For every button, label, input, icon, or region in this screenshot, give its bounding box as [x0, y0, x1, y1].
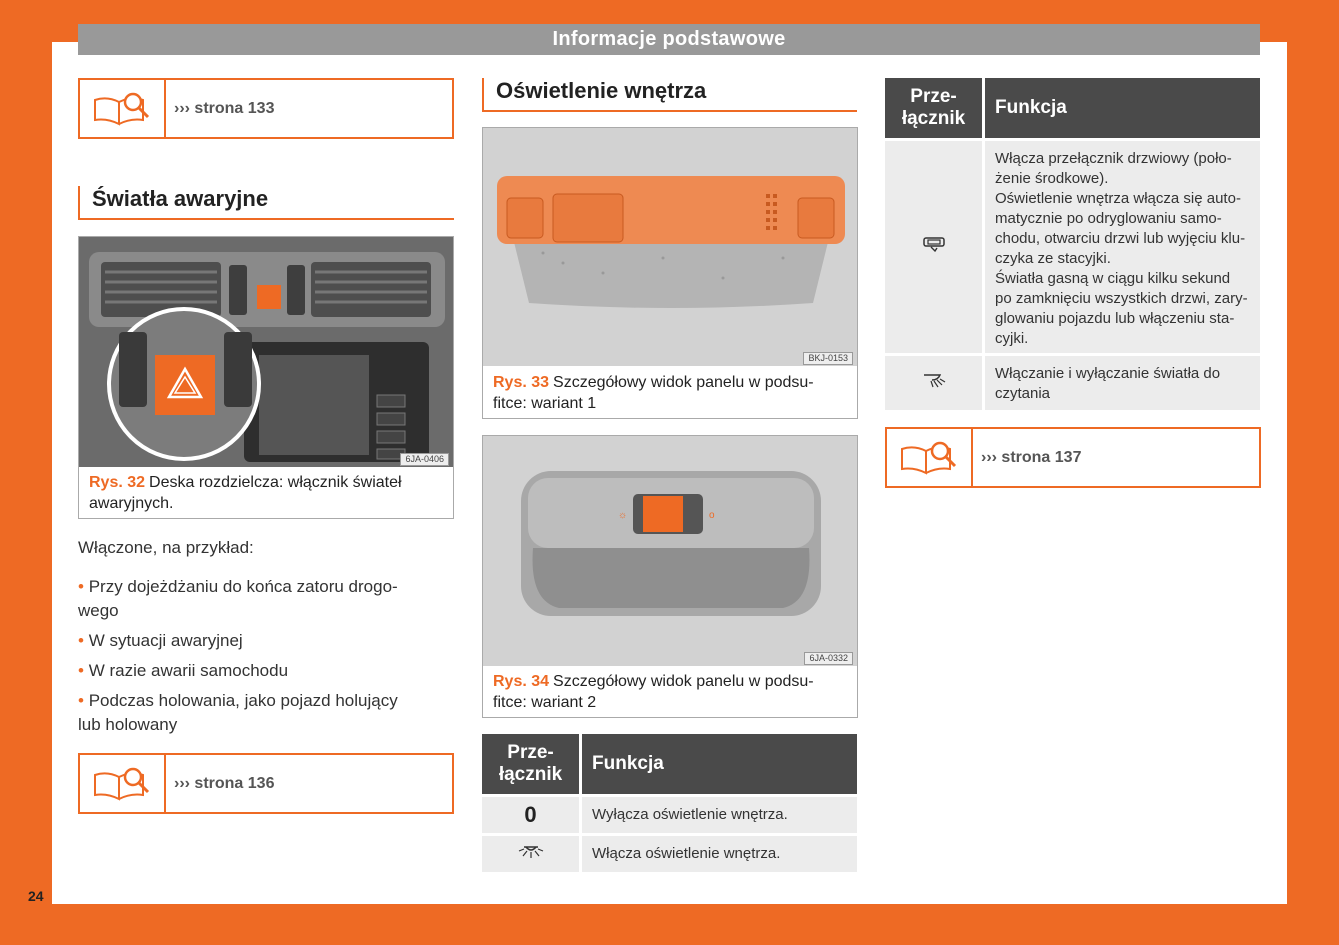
ceiling-panel-image-2 [483, 436, 857, 666]
list-item: • W sytuacji awaryjnej [78, 631, 243, 650]
list-item: • W razie awarii samochodu [78, 661, 289, 680]
table-row-switch-on [482, 836, 579, 872]
figure-code: 6JA-0406 [400, 453, 449, 466]
table-row-function: Wyłącza oświetlenie wnętrza. [582, 797, 857, 833]
figure-code: BKJ-0153 [803, 352, 853, 365]
list-item: • Przy dojeżdżaniu do końca zatoru drogo- [78, 577, 398, 596]
figure-34 [482, 435, 858, 718]
section-title-interior-light: Oświetlenie wnętrza [482, 78, 857, 112]
dashboard-image [79, 237, 453, 467]
figure-label: Rys. 34 [493, 673, 550, 690]
book-magnifier-icon [887, 429, 973, 486]
figure-caption [89, 472, 443, 514]
figure-label: Rys. 32 [89, 474, 146, 491]
table-header-function: Funkcja [582, 734, 857, 794]
figure-label: Rys. 33 [493, 374, 550, 391]
table-row-function: Włączanie i wyłączanie światła do czytania [985, 356, 1260, 410]
figure-caption [493, 372, 847, 414]
table-row-function: Włącza przełącznik drzwiowy (poło-żenie środkowe). Oświetlenie wnętrza włącza się auto-matycznie po odryglowaniu samo-chodu, otwarciu drzwi lub wyjęciu klu-czyka ze stacyjki. Światła gasną w ciągu kilku sekund po zamknięciu wszystkich drzwi, zary-glowaniu pojazdu lub włączeniu sta-cyjki. [985, 141, 1260, 353]
list-item-continuation: lub holowany [78, 715, 178, 734]
page-number: 24 [28, 888, 44, 904]
table-header-function: Funkcja [985, 78, 1260, 138]
book-magnifier-icon [80, 755, 166, 812]
figure-code: 6JA-0332 [804, 652, 853, 665]
svg-text:☼: ☼ [618, 510, 628, 521]
reference-box-top[interactable] [78, 78, 454, 139]
page-header: Informacje podstawowe [78, 24, 1260, 55]
svg-text:o: o [709, 510, 715, 521]
figure-caption [493, 671, 847, 713]
figure-33 [482, 127, 858, 419]
figure-caption-text: Szczegółowy widok panelu w podsu-fitce: wariant 1 [493, 374, 814, 412]
reference-link[interactable]: ››› strona 136 [174, 774, 275, 792]
intro-text: Włączone, na przykład: [78, 538, 254, 557]
reference-link[interactable]: ››› strona 133 [174, 99, 275, 117]
table-row-switch-door [885, 141, 982, 353]
section-title-hazard: Światła awaryjne [78, 186, 454, 220]
table-row-function: Włącza oświetlenie wnętrza. [582, 836, 857, 872]
reference-box-bottom[interactable] [78, 753, 454, 814]
lamp-on-icon [517, 843, 545, 865]
reference-link[interactable]: ››› strona 137 [981, 448, 1082, 466]
list-item-continuation: wego [78, 601, 119, 620]
reference-box-right[interactable] [885, 427, 1261, 488]
book-magnifier-icon [80, 80, 166, 137]
table-row-switch-off: 0 [482, 797, 579, 833]
table-row-switch-reading [885, 356, 982, 410]
table-header-switch: Prze-łącznik [885, 78, 982, 138]
door-switch-icon [921, 236, 947, 258]
reading-light-icon [920, 371, 948, 395]
figure-32 [78, 236, 454, 519]
ceiling-panel-image-1 [483, 128, 857, 366]
figure-caption-text: Szczegółowy widok panelu w podsu-fitce: wariant 2 [493, 673, 814, 711]
table-header-switch: Prze-łącznik [482, 734, 579, 794]
list-item: • Podczas holowania, jako pojazd holujący [78, 691, 398, 710]
figure-caption-text: Deska rozdzielcza: włącznik świateł awaryjnych. [89, 474, 402, 512]
